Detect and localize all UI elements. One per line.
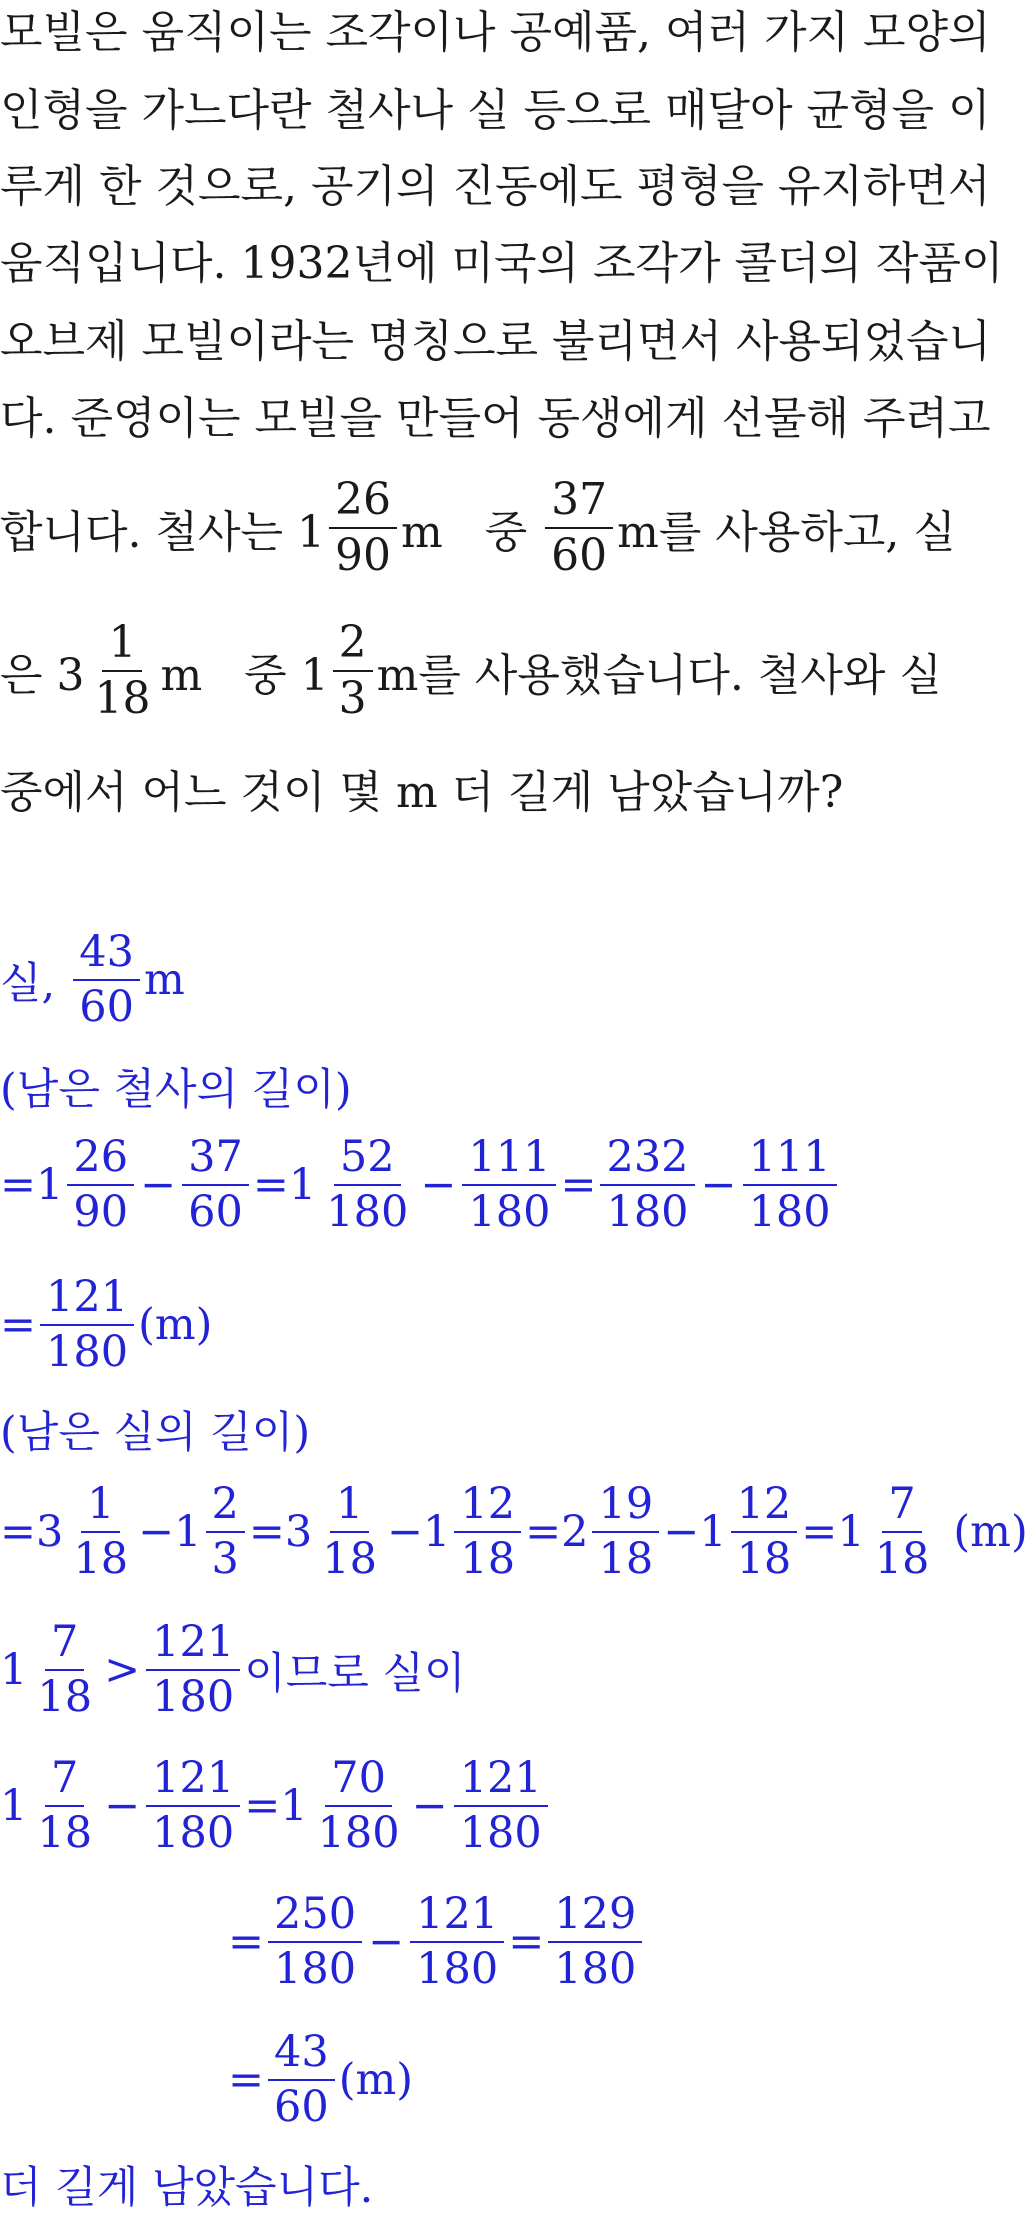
question-line-8: 은 3 1 18 m 중 1 2 3 m를 사용했습니다. 철사와 실 [0, 616, 942, 724]
fraction: 7 18 [37, 1616, 93, 1722]
fraction: $\frac{12}{18}$ [731, 1482, 798, 1582]
fraction: $\frac{12}{18}$ [454, 1482, 521, 1582]
question-line-2: 인형을 가느다란 철사나 실 등으로 매달아 균형을 이 [0, 84, 991, 136]
fraction: $\frac{43}{60}$ [268, 2030, 335, 2130]
fraction: $\frac{121}{180}$ [454, 1756, 548, 1856]
wire-equation-2: = $\frac{121}{180}$ (m) [0, 1271, 213, 1377]
fraction: $\frac{232}{180}$ [600, 1135, 694, 1235]
fraction: 1 18 [73, 1478, 129, 1584]
fraction: $\frac{121}{180}$ [146, 1756, 240, 1856]
question-line-3: 루게 한 것으로, 공기의 진동에도 평형을 유지하면서 [0, 160, 991, 212]
question-line-7: 합니다. 철사는 1 26 90 m 중 37 60 m를 사용하고, 실 [0, 473, 956, 581]
fraction: 26 90 [67, 1135, 134, 1235]
fraction: $\frac{121}{180}$ [40, 1275, 134, 1375]
fraction: 43 60 [73, 930, 140, 1030]
difference-line-1: 1 7 18 − $\frac{121}{180}$ =1 70 180 − $\frac{121}{180}$ [0, 1746, 552, 1866]
question-line-4: 움직입니다. 1932년에 미국의 조각가 콜더의 작품이 [0, 237, 1004, 289]
fraction: $\frac{111}{180}$ [743, 1135, 837, 1235]
fraction: 121 180 [146, 1620, 240, 1720]
fraction: $\frac{121}{180}$ [410, 1892, 504, 1992]
fraction: 52 180 [326, 1131, 409, 1237]
fraction: $\frac{250}{180}$ [268, 1892, 362, 1992]
question-line-1: 모빌은 움직이는 조각이나 공예품, 여러 가지 모양의 [0, 6, 991, 58]
fraction: 7 18 [37, 1752, 93, 1858]
fraction: 1 18 [322, 1478, 377, 1584]
fraction: $\frac{2}{3}$ [206, 1482, 245, 1582]
question-line-5: 오브제 모빌이라는 명칭으로 불리면서 사용되었습니 [0, 315, 992, 367]
question-line-6: 다. 준영이는 모빌을 만들어 동생에게 선물해 주려고 [0, 392, 991, 444]
thread-equation: =3 1 18 −1 $\frac{2}{3}$ =3 1 18 −1 $\frac{12}{18}$ =2 19 18 −1 $\frac{12}{18}$ =1 7 18 (m) [0, 1478, 1028, 1584]
fraction: 37 60 [545, 477, 613, 579]
difference-line-2: = $\frac{250}{180}$ − $\frac{121}{180}$ = $\frac{129}{180}$ [228, 1882, 646, 2002]
fraction: 2 3 [333, 620, 373, 722]
fraction: $\frac{37}{60}$ [182, 1135, 249, 1235]
fraction: 26 90 [329, 477, 397, 579]
wire-equation-1: =1 26 90 − $\frac{37}{60}$ =1 52 180 − $\frac{111}{180}$ = $\frac{232}{180}$ − $\frac{111}{180}$ [0, 1125, 841, 1245]
wire-label: (남은 철사의 길이) [0, 1064, 352, 1115]
difference-line-3: = $\frac{43}{60}$ (m) [228, 2026, 414, 2132]
fraction: $\frac{111}{180}$ [462, 1135, 556, 1235]
compare-line: 1 7 18 > 121 180 이므로 실이 [0, 1616, 466, 1722]
thread-label: (남은 실의 길이) [0, 1407, 311, 1458]
fraction: 70 180 [317, 1752, 400, 1858]
conclusion: 더 길게 남았습니다. [0, 2162, 374, 2213]
fraction: 1 18 [94, 616, 151, 724]
fraction: 7 18 [874, 1478, 930, 1584]
fraction: 19 18 [592, 1482, 659, 1582]
answer-final: 실, 43 60 m [0, 926, 185, 1032]
question-line-9: 중에서 어느 것이 몇 m 더 길게 남았습니까? [0, 766, 844, 818]
fraction: $\frac{129}{180}$ [548, 1892, 642, 1992]
